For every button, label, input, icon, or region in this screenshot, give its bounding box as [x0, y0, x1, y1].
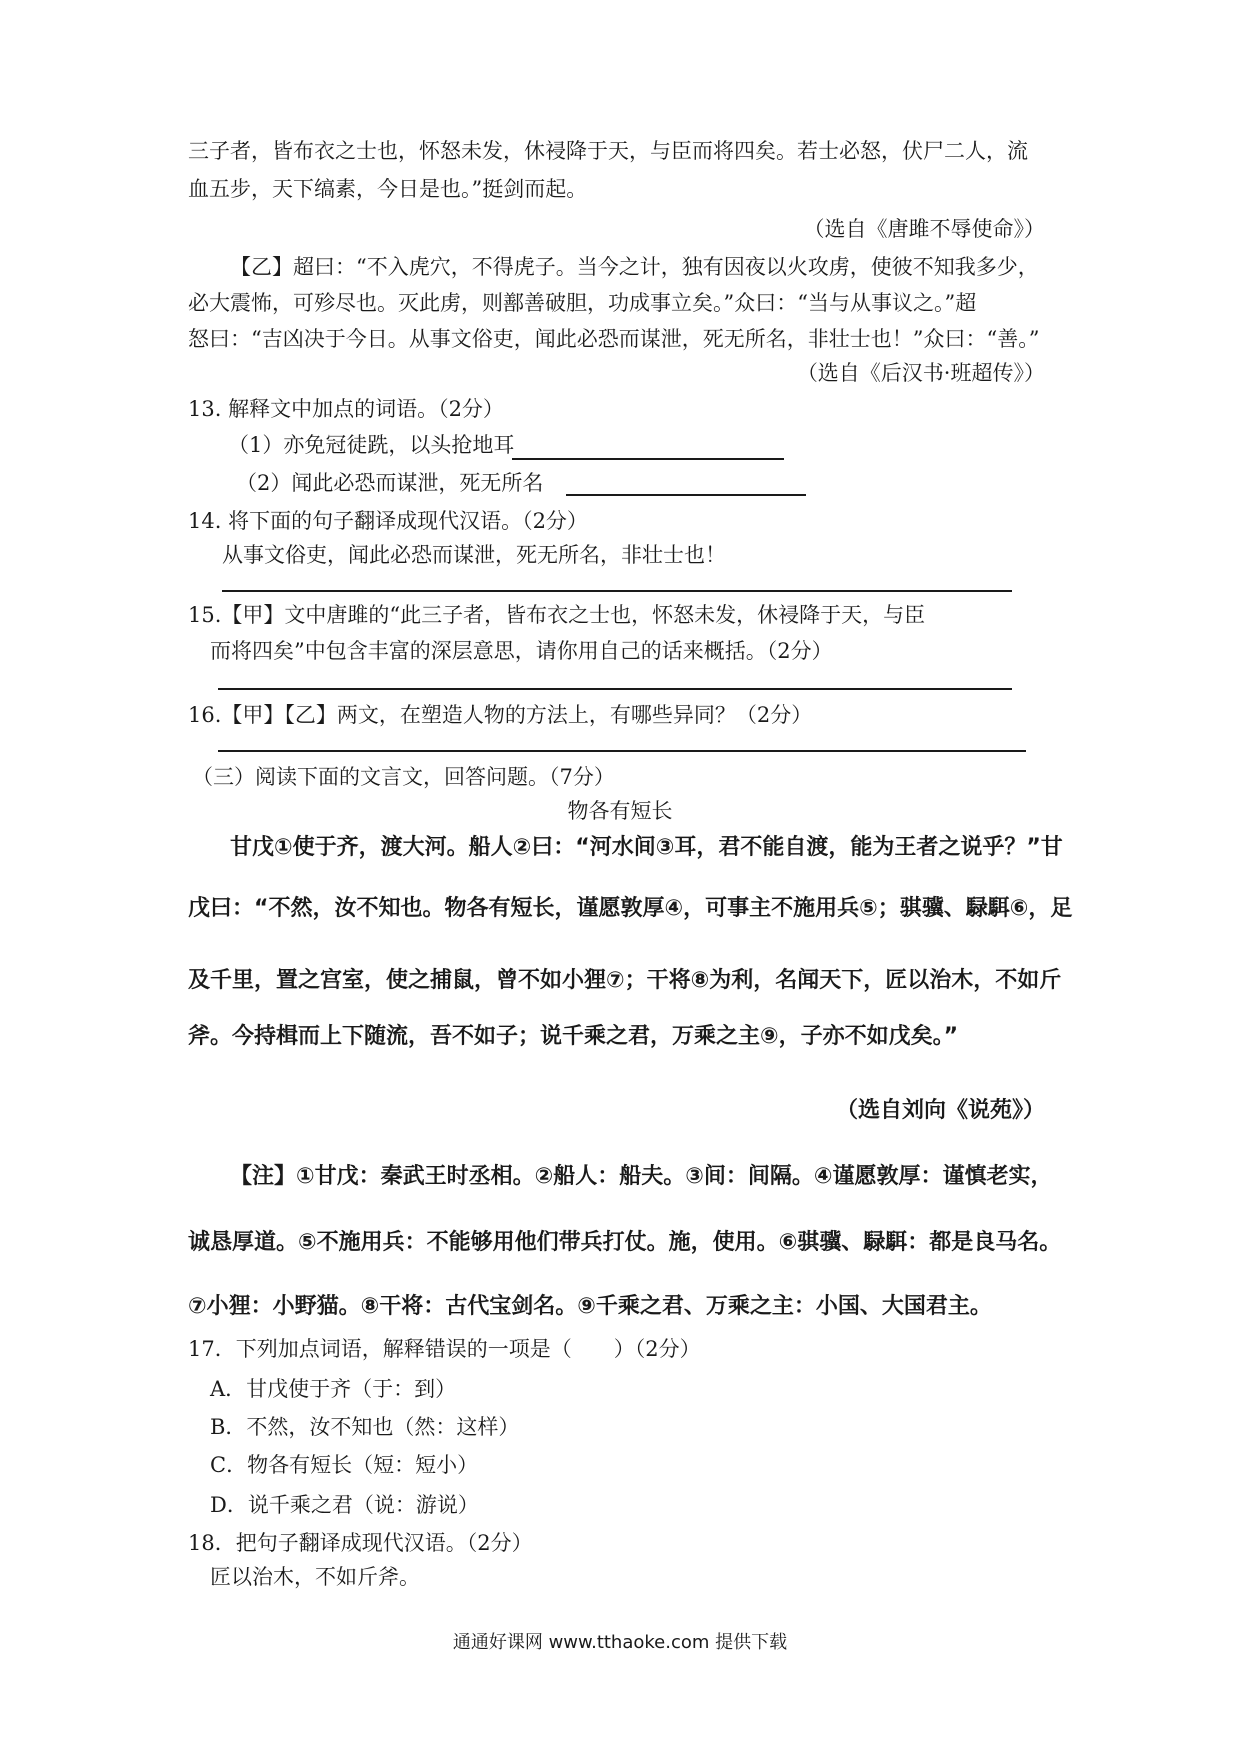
q16-answer-line[interactable] — [218, 750, 1026, 752]
q15-line-2: 而将四矣”中包含丰富的深层意思，请你用自己的话来概括。（2分） — [210, 639, 833, 663]
footer-credit: 通通好课网 www.tthaoke.com 提供下载 — [452, 1632, 788, 1653]
section3-title: 物各有短长 — [567, 799, 673, 823]
passage-yi-line-3: 怒曰：“吉凶决于今日。从事文俗吏，闻此必恐而谋泄，死无所名，非壮士也！”众曰：“善。” — [188, 327, 1040, 351]
q15-line-1: 15.【甲】文中唐雎的“此三子者，皆布衣之士也，怀怒未发，休祲降于天，与臣 — [188, 603, 926, 627]
section3-para-line-2: 戊曰：“不然，汝不知也。物各有短长，谨愿敦厚④，可事主不施用兵⑤；骐骥、騄駬⑥，足 — [188, 896, 1073, 921]
section3-note-line-2: 诚恳厚道。⑤不施用兵：不能够用他们带兵打仗。施，使用。⑥骐骥、騄駬：都是良马名。 — [188, 1230, 1062, 1255]
section3-para-line-4: 斧。今持楫而上下随流，吾不如子；说千乘之君，万乘之主⑨，子亦不如戊矣。” — [188, 1024, 959, 1049]
q17-option-c[interactable]: C．物各有短长（短：短小） — [210, 1453, 479, 1477]
q16-stem: 16.【甲】【乙】两文，在塑造人物的方法上，有哪些异同？（2分） — [188, 703, 813, 727]
q18-sentence: 匠以治木，不如斤斧。 — [210, 1565, 420, 1589]
q14-sentence: 从事文俗吏，闻此必恐而谋泄，死无所名，非壮士也！ — [222, 543, 726, 567]
section3-note-line-3: ⑦小狸：小野猫。⑧干将：古代宝剑名。⑨千乘之君、万乘之主：小国、大国君主。 — [188, 1294, 992, 1319]
q18-stem: 18．把句子翻译成现代汉语。（2分） — [188, 1531, 533, 1555]
section3-source: （选自刘向《说苑》） — [835, 1098, 1045, 1123]
q13-item-2: （2）闻此必恐而谋泄，死无所名 — [236, 471, 544, 495]
q17-option-a[interactable]: A．甘戊使于齐（于：到） — [210, 1377, 457, 1401]
q14-answer-line[interactable] — [222, 590, 1012, 592]
q13-answer-line-1[interactable] — [512, 458, 784, 460]
passage-yi-line-2: 必大震怖，可殄尽也。灭此虏，则鄯善破胆，功成事立矣。”众曰：“当与从事议之。”超 — [188, 291, 977, 315]
passage-jia-line-1: 三子者，皆布衣之士也，怀怒未发，休祲降于天，与臣而将四矣。若士必怒，伏尸二人，流 — [188, 139, 1028, 163]
passage-jia-line-2: 血五步，天下缟素，今日是也。”挺剑而起。 — [188, 177, 588, 201]
passage-yi-line-1: 【乙】超曰：“不入虎穴，不得虎子。当今之计，独有因夜以火攻虏，使彼不知我多少， — [230, 255, 1039, 279]
q15-answer-line[interactable] — [218, 688, 1012, 690]
q13-stem: 13. 解释文中加点的词语。（2分） — [188, 397, 504, 421]
section3-heading: （三）阅读下面的文言文，回答问题。（7分） — [192, 765, 615, 789]
section3-para-line-1: 甘戊①使于齐，渡大河。船人②曰：“河水间③耳，君不能自渡，能为王者之说乎？”甘 — [230, 835, 1063, 860]
q17-option-b[interactable]: B．不然，汝不知也（然：这样） — [210, 1415, 520, 1439]
section3-note-line-1: 【注】①甘戊：秦武王时丞相。②船人：船夫。③间：间隔。④谨愿敦厚：谨慎老实， — [230, 1164, 1053, 1189]
q17-stem: 17．下列加点词语，解释错误的一项是（ ）（2分） — [188, 1337, 701, 1361]
passage-jia-source: （选自《唐雎不辱使命》） — [803, 217, 1045, 241]
q14-stem: 14. 将下面的句子翻译成现代汉语。（2分） — [188, 509, 588, 533]
q13-item-1: （1）亦免冠徒跣，以头抢地耳 — [228, 433, 515, 457]
section3-para-line-3: 及千里，置之宫室，使之捕鼠，曾不如小狸⑦；干将⑧为利，名闻天下，匠以治木，不如斤 — [188, 968, 1062, 993]
q13-answer-line-2[interactable] — [566, 494, 806, 496]
q17-option-d[interactable]: D．说千乘之君（说：游说） — [210, 1493, 479, 1517]
passage-yi-source: （选自《后汉书·班超传》） — [796, 361, 1045, 385]
